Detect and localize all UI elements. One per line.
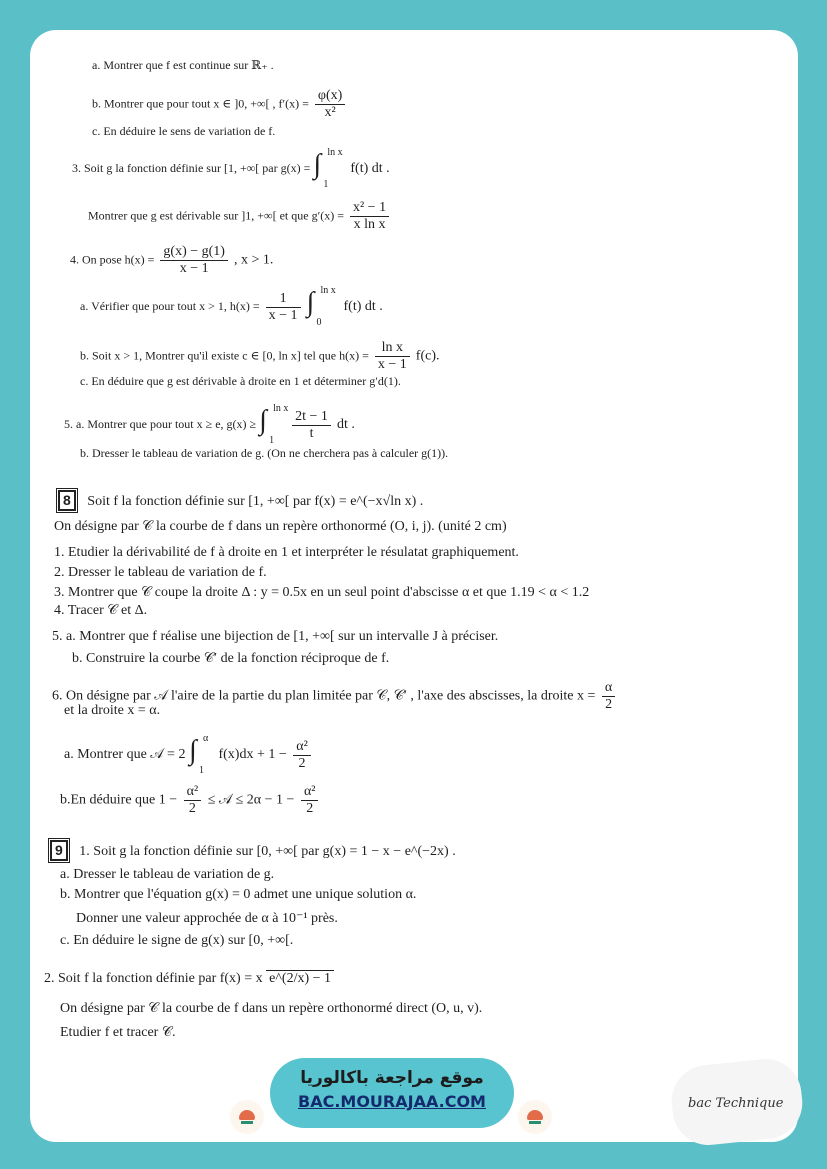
question-3-derivative: Montrer que g est dérivable sur ]1, +∞[ et que g′(x) = $\frac{\text{x² − 1}}{\text{x ln x}}$: [88, 200, 392, 233]
exercise-8-q6b: b.En déduire que 1 − $\frac{\text{α²}}{2}$ ≤ 𝒜 ≤ 2α − 1 − $\frac{\text{α²}}{2}$: [60, 784, 321, 817]
exercise-8-q1: 1. Etudier la dérivabilité de f à droite en 1 et interpréter le résulatat graphiquement.: [54, 545, 519, 560]
exercise-8-q3: 3. Montrer que 𝒞 coupe la droite Δ : y = 0.5x en un seul point d'abscisse α et que 1.19 < α < 1.2: [54, 585, 590, 600]
site-banner[interactable]: [270, 1058, 514, 1128]
question-4: 4. On pose h(x) = $\frac{g(x) - g(1)}{x - 1}$ , x > 1.: [70, 244, 274, 276]
exercise-8-q6: 6. On désigne par 𝒜 l'aire de la partie du plan limitée par 𝒞, 𝒞′ , l'axe des abscisses, la droite x = $\frac{\alpha}{2}$: [52, 680, 618, 713]
question-1c: c. En déduire le sens de variation de f.: [92, 124, 276, 138]
exercise-9-q1a: a. Dresser le tableau de variation de g.: [60, 867, 275, 882]
site-url-link[interactable]: BAC.MOURAJAA.COM: [298, 1092, 486, 1111]
question-5a: 5. a. Montrer que pour tout x ≥ e, g(x) ≥ ∫ ln x 1 $\frac{2t - 1}{t}$ dt .: [64, 403, 355, 446]
exercise-8-q4: 4. Tracer 𝒞 et Δ.: [54, 603, 148, 618]
exercise-8-number: 8: [58, 490, 76, 511]
exercise-8-q6-line: et la droite x = α.: [64, 703, 161, 718]
question-4a: a. Vérifier que pour tout x > 1, h(x) = $\frac{1}{x - 1}$ ∫ ln x 0 f(t) dt .: [80, 285, 383, 328]
exercise-8-q2: 2. Dresser le tableau de variation de f.: [54, 565, 267, 580]
bac-technique-badge: bac Technique: [688, 1096, 784, 1111]
question-4b: b. Soit x > 1, Montrer qu'il existe c ∈ [0, ln x] tel que h(x) = $\frac{\text{ln x}}{x - 1}$ f(c).: [80, 340, 440, 372]
exercise-9-intro: 9 1. Soit g la fonction définie sur [0, +∞[ par g(x) = 1 − x − e^(−2x) .: [50, 840, 456, 861]
exercise-9-study: Etudier f et tracer 𝒞.: [60, 1025, 176, 1040]
exercise-8-q6a: a. Montrer que 𝒜 = 2 ∫ α 1 f(x)dx + 1 − $\frac{\text{α²}}{2}$: [64, 738, 314, 772]
exercise-9-curve: On désigne par 𝒞 la courbe de f dans un repère orthonormé direct (O, u, v).: [60, 1001, 483, 1016]
exercise-8-curve: On désigne par 𝒞 la courbe de f dans un repère orthonormé (O, i, j). (unité 2 cm): [54, 519, 507, 534]
question-5b: b. Dresser le tableau de variation de g. (On ne cherchera pas à calculer g(1)).: [80, 446, 449, 460]
exercise-9-approx: Donner une valeur approchée de α à 10⁻¹ près.: [76, 911, 338, 926]
exercise-9-number: 9: [50, 840, 68, 861]
exercise-8-q5a: 5. a. Montrer que f réalise une bijection de [1, +∞[ sur un intervalle J à préciser.: [52, 629, 499, 644]
exercise-9-q1b: b. Montrer que l'équation g(x) = 0 admet une unique solution α.: [60, 887, 417, 902]
exercise-8-q5b: b. Construire la courbe 𝒞′ de la fonction réciproque de f.: [72, 651, 390, 666]
question-1a: a. Montrer que f est continue sur ℝ₊ .: [92, 58, 274, 72]
question-4c: c. En déduire que g est dérivable à droite en 1 et déterminer g′d(1).: [80, 374, 401, 388]
question-3: 3. Soit g la fonction définie sur [1, +∞[ par g(x) = ∫ ln x 1 f(t) dt .: [72, 147, 390, 190]
exercise-9-q2: 2. Soit f la fonction définie par f(x) = x e^(2/x) − 1: [44, 970, 334, 988]
site-logo-left: [230, 1100, 264, 1134]
question-1b: b. Montrer que pour tout x ∈ ]0, +∞[ , f′(x) = $\frac{\varphi(x)}{\text{x²}}$: [92, 88, 348, 121]
site-name-arabic: موقع مراجعة باكالوريا: [300, 1068, 484, 1088]
site-logo-right: [518, 1100, 552, 1134]
exercise-9-q1c: c. En déduire le signe de g(x) sur [0, +∞[.: [60, 933, 294, 948]
exercise-8-intro: 8 Soit f la fonction définie sur [1, +∞[ par f(x) = e^(−x√ln x) .: [58, 490, 423, 511]
